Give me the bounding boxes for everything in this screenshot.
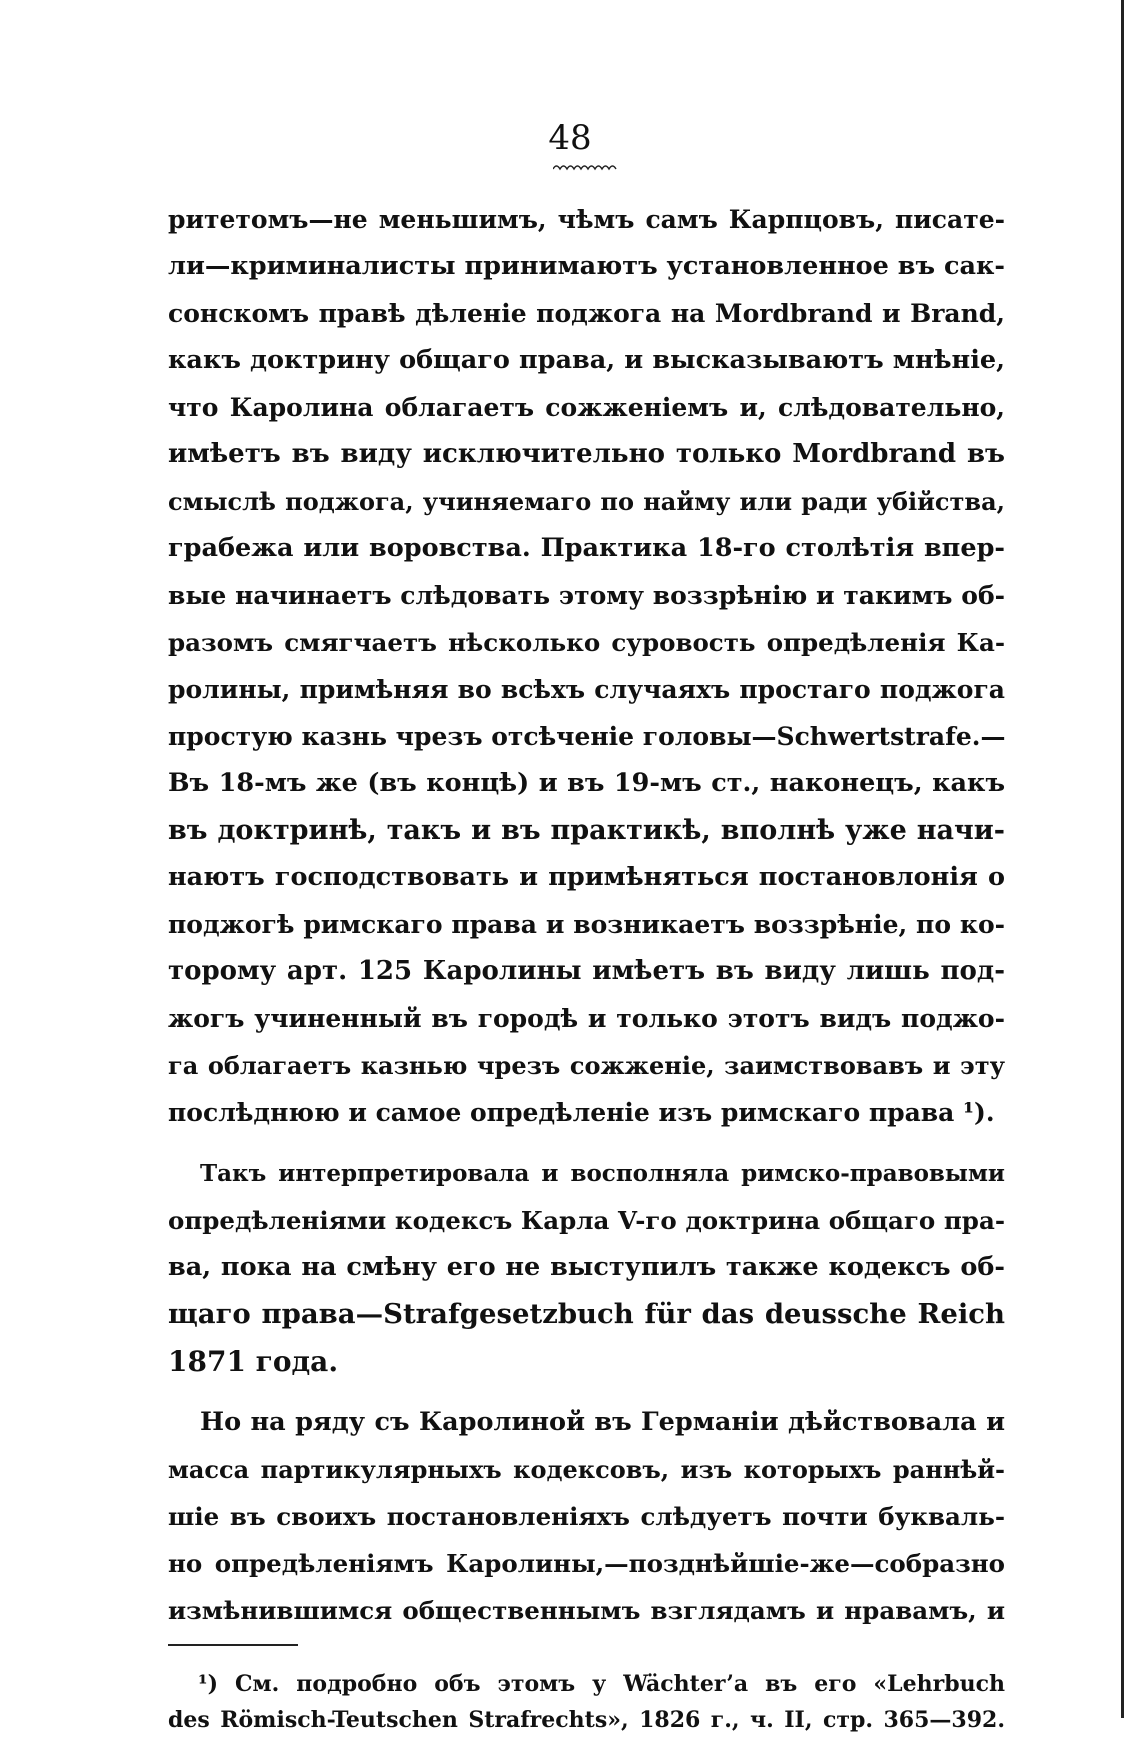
text-line: смыслѣ поджога, учиняемаго по найму или ради убійства, bbox=[168, 487, 1005, 516]
right-edge-rule bbox=[1121, 0, 1124, 1718]
text-line: грабежа или воровства. Практика 18-го столѣтія впер- bbox=[168, 533, 1005, 563]
text-line: послѣднюю и самое опредѣленіе изъ римскаго права ¹). bbox=[168, 1098, 995, 1127]
text-line: жогъ учиненный въ городѣ и только этотъ видъ поджо- bbox=[168, 1004, 1005, 1033]
text-line: га облагаетъ казнью чрезъ сожженіе, заимствовавъ и эту bbox=[168, 1051, 1005, 1080]
text-line: разомъ смягчаетъ нѣсколько суровость опредѣленія Ка- bbox=[168, 628, 1005, 657]
text-line: Такъ интерпретировала и восполняла римско-правовыми bbox=[200, 1160, 1005, 1187]
text-line: какъ доктрину общаго права, и высказываютъ мнѣніе, bbox=[168, 345, 1005, 375]
paragraph bbox=[168, 196, 1005, 1136]
text-line: сонскомъ правѣ дѣленіе поджога на Mordbrand и Brand, bbox=[168, 299, 1005, 328]
main-text bbox=[168, 196, 1005, 1634]
text-line: вые начинаетъ слѣдовать этому воззрѣнію и такимъ об- bbox=[168, 581, 1005, 610]
text-line: торому арт. 125 Каролины имѣетъ въ виду лишь под- bbox=[168, 956, 1005, 986]
text-line: шіе въ своихъ постановленіяхъ слѣдуетъ почти букваль- bbox=[168, 1502, 1005, 1531]
page-number: 48 bbox=[548, 118, 592, 158]
text-line: что Каролина облагаетъ сожженіемъ и, слѣдовательно, bbox=[168, 393, 1005, 422]
footnote-line: des Römisch-Teutschen Strafrechts», 1826 г., ч. II, стр. 365—392. bbox=[168, 1707, 1005, 1733]
text-line: Но на ряду съ Каролиной въ Германіи дѣйствовала и bbox=[200, 1407, 1005, 1437]
text-line: опредѣленіями кодексъ Карла V-го доктрина общаго пра- bbox=[168, 1206, 1005, 1235]
text-line: въ доктринѣ, такъ и въ практикѣ, вполнѣ уже начи- bbox=[168, 815, 1005, 846]
text-line: щаго права—Strafgesetzbuch für das deussche Reich bbox=[168, 1298, 1005, 1330]
text-line: простую казнь чрезъ отсѣченіе головы—Schwertstrafe.— bbox=[168, 722, 1006, 751]
paragraph bbox=[168, 1150, 1005, 1385]
footnote bbox=[168, 1666, 1005, 1738]
text-line: ролины, примѣняя во всѣхъ случаяхъ простаго поджога bbox=[168, 675, 1005, 704]
text-line: 1871 года. bbox=[168, 1345, 339, 1378]
text-line: но опредѣленіямъ Каролины,—позднѣйшіе-же—собразно bbox=[168, 1549, 1005, 1578]
text-line: наютъ господствовать и примѣняться постановлонія о bbox=[168, 862, 1005, 892]
text-line: имѣетъ въ виду исключительно только Mordbrand въ bbox=[168, 439, 1005, 469]
text-line: измѣнившимся общественнымъ взглядамъ и нравамъ, и bbox=[168, 1596, 1005, 1625]
wavy-ornament bbox=[553, 162, 619, 172]
text-line: ритетомъ—не меньшимъ, чѣмъ самъ Карпцовъ, писате- bbox=[168, 205, 1005, 234]
text-line: ва, пока на смѣну его не выступилъ также кодексъ об- bbox=[168, 1252, 1005, 1282]
paragraph bbox=[168, 1399, 1005, 1634]
text-line: поджогѣ римскаго права и возникаетъ воззрѣніе, по ко- bbox=[168, 910, 1005, 939]
text-line: масса партикулярныхъ кодексовъ, изъ которыхъ раннѣй- bbox=[168, 1455, 1005, 1484]
text-line: Въ 18-мъ же (въ концѣ) и въ 19-мъ ст., наконецъ, какъ bbox=[168, 768, 1005, 798]
footnote-line: ¹) См. подробно объ этомъ у Wächter’а въ его «Lehrbuch bbox=[198, 1671, 1005, 1697]
footnote-divider bbox=[168, 1644, 298, 1646]
text-line: ли—криминалисты принимаютъ установленное въ сак- bbox=[168, 251, 1005, 281]
